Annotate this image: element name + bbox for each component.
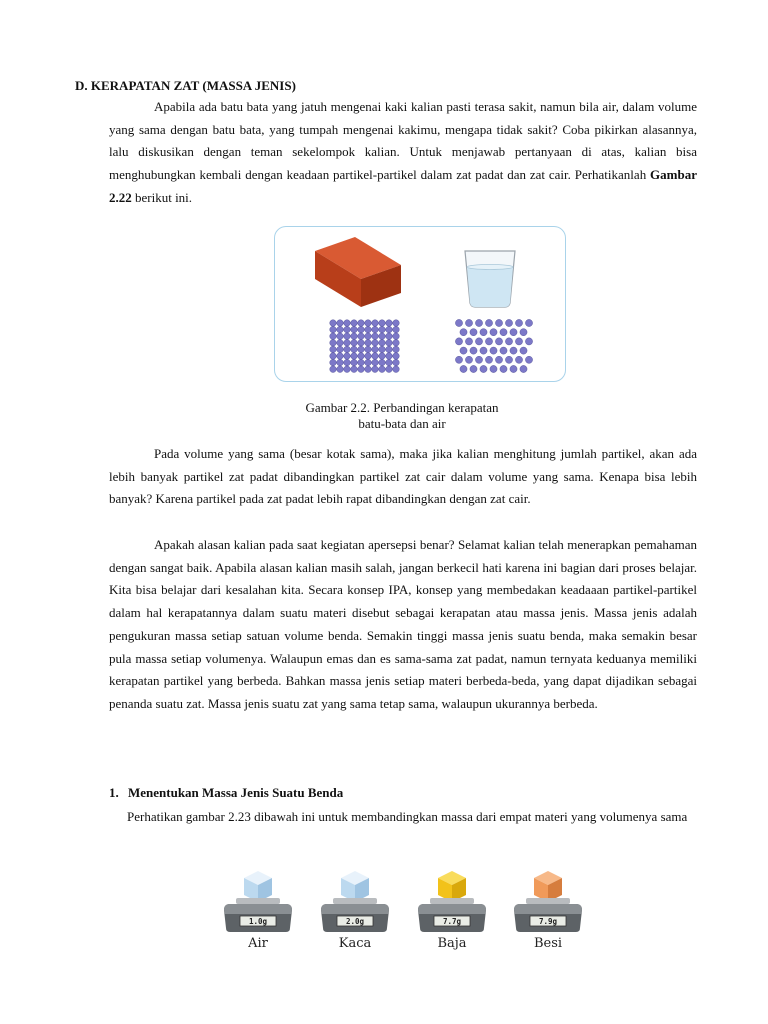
particle [330,333,337,340]
figure-caption [240,400,564,432]
particle [344,346,351,353]
particle [379,320,386,327]
particle [337,346,344,353]
particle [351,340,358,347]
scale-readout: 2.0g [345,917,365,926]
figure-illustration [275,227,565,381]
particle [372,366,379,373]
particle [500,329,507,336]
particle [393,359,400,366]
particle [485,338,492,345]
figure-density-comparison [274,226,566,382]
particle [470,365,477,372]
particle [485,356,492,363]
particle [344,340,351,347]
particle [379,346,386,353]
particle [365,320,372,327]
scales-figure [218,858,588,958]
particle [386,359,393,366]
subsection-title: Menentukan Massa Jenis Suatu Benda [128,785,344,800]
particle [365,326,372,333]
particle [365,366,372,373]
particle [386,340,393,347]
particle [475,356,482,363]
particle [525,319,532,326]
paragraph-density-concept: Apakah alasan kalian pada saat kegiatan apersepsi benar? Selamat kalian telah menerapkan pemahaman dengan sangat baik. Apabila alasan kalian masih salah, jangan berkecil hati karena ini bagian dari proses belajar. Kita bisa belajar dari kesalahan kita. Secara konsep IPA, konsep yang membedakan keadaaan partikel-partikel dalam hal kerapatannya dalam suatu materi disebut sebagai kerapatan atau massa jenis. Massa jenis adalah pengukuran massa setiap satuan volume benda. Semakin tinggi massa jenis suatu benda, maka semakin besar pula massa setiap volumenya. Walaupun emas dan es sama-sama zat padat, namun ternyata keduanya memiliki kerapatan partikel yang berbeda. Bahkan massa jenis setiap materi berbeda-beda, yang dapat dijadikan sebagai penanda suatu zat. Massa jenis suatu zat yang sama tetap sama, walaupun ukurannya berbeda. [109,537,697,711]
scale-label: Kaca [338,936,372,951]
particle [455,338,462,345]
particle [393,346,400,353]
particle [455,356,462,363]
scale-icon [218,858,298,934]
particle [379,340,386,347]
particle [337,320,344,327]
particle [372,333,379,340]
particle [515,356,522,363]
particle [344,359,351,366]
particle [505,319,512,326]
particle [351,346,358,353]
particle [460,347,467,354]
particle [330,359,337,366]
particle [455,319,462,326]
particle [379,359,386,366]
particle [465,356,472,363]
scale-air [218,858,298,958]
particle [337,340,344,347]
particle [344,326,351,333]
section-heading: D. KERAPATAN ZAT (MASSA JENIS) [75,78,296,93]
particle [515,338,522,345]
particle [520,365,527,372]
particle [372,320,379,327]
particle [379,353,386,360]
particle [365,353,372,360]
particle [393,340,400,347]
particle [393,353,400,360]
particle [386,346,393,353]
particle [351,353,358,360]
subsection-heading [109,785,343,801]
particle [365,346,372,353]
caption-line-1: Gambar 2.2. Perbandingan kerapatan [305,400,499,415]
particle [510,347,517,354]
particle [386,366,393,373]
particle [351,359,358,366]
particle [386,326,393,333]
particle [358,353,365,360]
particle [358,359,365,366]
particle [337,359,344,366]
caption-line-2: batu-bata dan air [358,416,446,431]
particle [470,347,477,354]
particle [510,329,517,336]
particle [344,353,351,360]
particle [365,359,372,366]
particle [358,346,365,353]
particle [379,326,386,333]
particle [344,333,351,340]
scale-kaca [315,858,395,958]
scale-baja [412,858,492,958]
scale-label: Besi [533,936,563,951]
particle [372,340,379,347]
particle [330,326,337,333]
particle [525,338,532,345]
particle [475,338,482,345]
particle [358,326,365,333]
particle [365,333,372,340]
particle [365,340,372,347]
scale-icon [508,858,588,934]
particle [500,347,507,354]
particle [372,326,379,333]
particle [525,356,532,363]
particle [337,326,344,333]
particle [393,366,400,373]
scale-label: Baja [437,936,467,951]
particle [495,338,502,345]
particle [386,333,393,340]
scale-besi [508,858,588,958]
scale-icon [412,858,492,934]
particle [460,329,467,336]
particle [465,319,472,326]
intro-text: Apabila ada batu bata yang jatuh mengenai kaki kalian pasti terasa sakit, namun bila air, dalam volume yang sama dengan batu bata, yang tumpah mengenai kakimu, mengapa tidak sakit? Coba pikirkan alasannya, lalu diskusikan dengan teman sekelompok kalian. Untuk menjawab pertanyaan di atas, kalian bisa menghubungkan kembali dengan keadaan partikel-partikel dalam zat padat dan zat cair. Perhatikanlah [109,99,697,183]
intro-text-end: berikut ini. [131,189,193,205]
particle [465,338,472,345]
particle [337,353,344,360]
intro-paragraph [109,96,697,210]
particle [372,353,379,360]
particle [490,365,497,372]
particle [500,365,507,372]
brick-image [315,237,401,307]
particle [475,319,482,326]
particle [520,329,527,336]
particle [505,356,512,363]
particle [330,320,337,327]
particle [386,320,393,327]
glass-of-water-image [465,251,515,307]
particle [351,326,358,333]
particle [470,329,477,336]
particle [372,346,379,353]
figure-reference: Gambar 2.22 [109,167,697,205]
particle [386,353,393,360]
particle [393,326,400,333]
particle [330,353,337,360]
particle [337,366,344,373]
particle [330,340,337,347]
particle [505,338,512,345]
particle [351,320,358,327]
particle [330,346,337,353]
subsection-number: 1. [109,785,119,800]
scale-readout: 1.0g [248,917,268,926]
particle [480,365,487,372]
subsection-paragraph: Perhatikan gambar 2.23 dibawah ini untuk membandingkan massa dari empat materi yang volumenya sama [127,809,688,824]
particle [337,333,344,340]
particle [351,366,358,373]
particle [330,366,337,373]
particle [510,365,517,372]
particle [358,333,365,340]
particle [490,347,497,354]
particle [358,340,365,347]
particle [485,319,492,326]
liquid-particle-grid [455,319,532,372]
particle [393,320,400,327]
particle [480,329,487,336]
particle [495,356,502,363]
scale-icon [315,858,395,934]
particle [344,366,351,373]
particle [358,366,365,373]
scale-readout: 7.7g [442,917,462,926]
particle [379,366,386,373]
paragraph-particle-count: Pada volume yang sama (besar kotak sama), maka jika kalian menghitung jumlah partikel, akan ada lebih banyak partikel zat padat dibandingkan partikel zat cair dalam volume yang sama. Kenapa bisa lebih banyak? Karena partikel pada zat padat lebih rapat dibandingkan dengan zat cair. [109,446,697,507]
particle [379,333,386,340]
particle [495,319,502,326]
particle [351,333,358,340]
particle [372,359,379,366]
particle [358,320,365,327]
particle [520,347,527,354]
particle [393,333,400,340]
particle [480,347,487,354]
solid-particle-grid [330,320,400,373]
particle [460,365,467,372]
scale-label: Air [248,936,268,951]
scale-readout: 7.9g [538,917,558,926]
particle [344,320,351,327]
particle [515,319,522,326]
particle [490,329,497,336]
